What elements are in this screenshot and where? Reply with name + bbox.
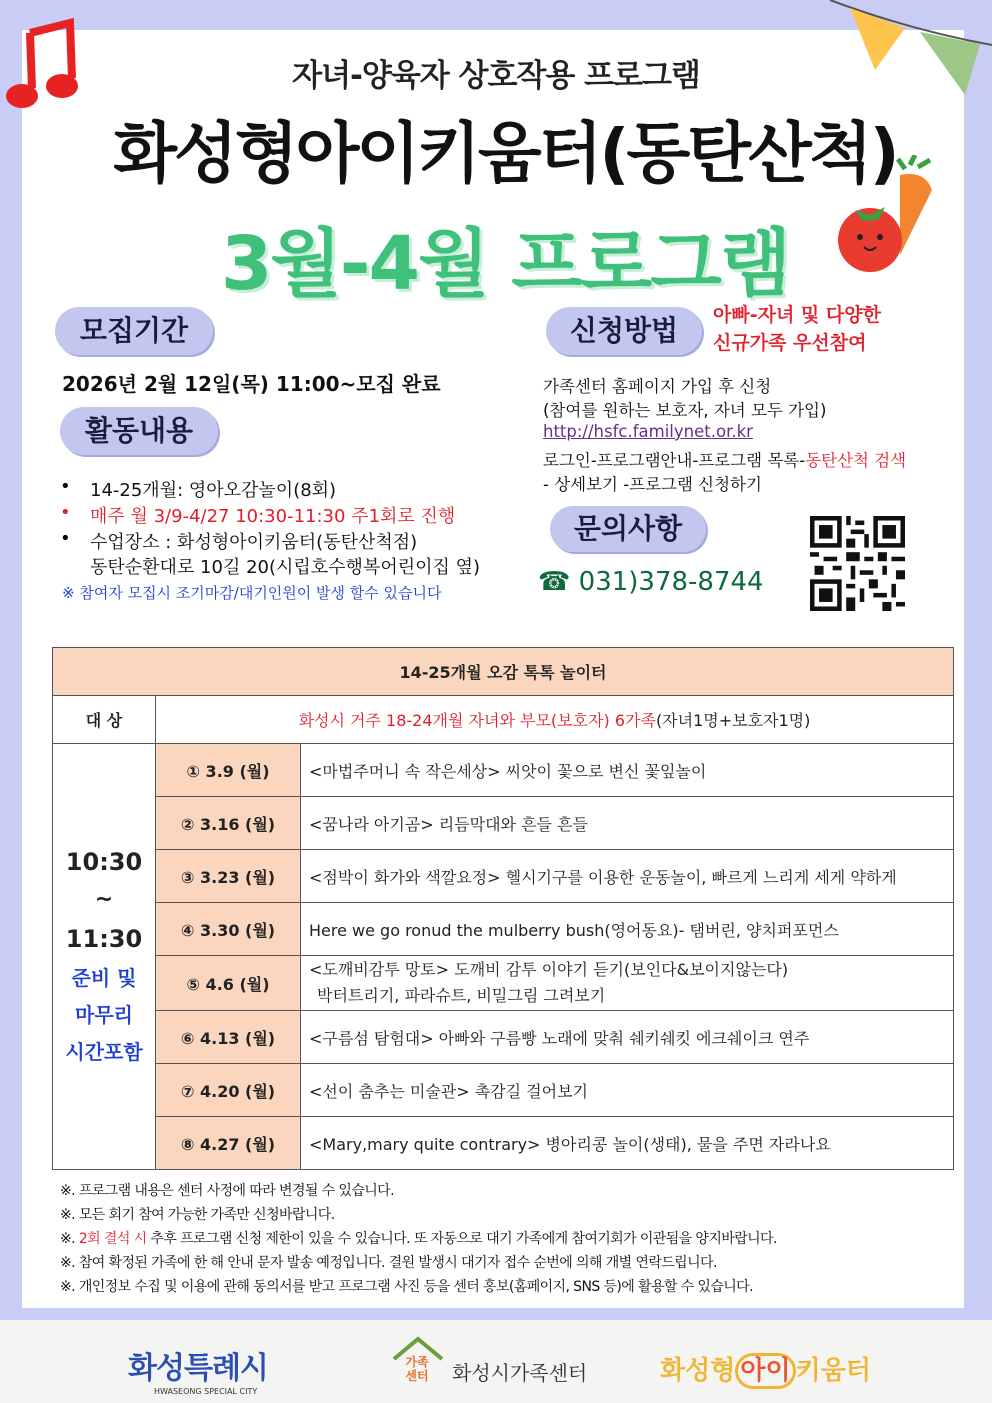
bullet-dot: •: [60, 476, 71, 497]
session-desc: <구름섬 탐험대> 아빠와 구름빵 노래에 맞춰 쉐키쉐킷 에크쉐이크 연주: [301, 1011, 954, 1064]
family-center-text: 화성시가족센터: [452, 1361, 588, 1385]
table-row: [53, 850, 954, 903]
priority-line2: 신규가족 우선참여: [713, 332, 867, 354]
table-row: [53, 956, 954, 1011]
kiumter-logo-b: 아이: [735, 1353, 795, 1389]
activity-notice: ※ 참여자 모집시 조기마감/대기인원이 발생 할수 있습니다: [62, 584, 442, 602]
apply-step1: 가족센터 홈페이지 가입 후 신청: [543, 377, 772, 396]
apply-step2: (참여를 원하는 보호자, 자녀 모두 가입): [543, 401, 827, 420]
note-4: ※. 참여 확정된 가족에 한 해 안내 문자 발송 예정입니다. 결원 발생시 대기자 접수 순번에 의해 개별 연락드립니다.: [60, 1255, 717, 1271]
note-3-prefix: ※.: [60, 1231, 79, 1247]
table-row: [53, 1117, 954, 1170]
session-desc: <Mary,mary quite contrary> 병아리콩 놀이(생태), 물을 주면 자라나요: [301, 1117, 954, 1170]
activity-item-location: 수업장소 : 화성형아이키움터(동탄산척점): [90, 532, 418, 553]
time-tilde: ~: [94, 887, 114, 912]
target-detail: (자녀1명+보호자1명): [655, 711, 811, 730]
bullet-dot: •: [60, 528, 71, 549]
session-desc-line2: 박터트리기, 파라슈트, 비밀그림 그려보기: [317, 986, 606, 1005]
table-row: [53, 744, 954, 797]
recruit-period: 2026년 2월 12일(목) 11:00~모집 완료: [62, 372, 441, 396]
session-desc: <꿈나라 아기곰> 리듬막대와 흔들 흔들: [301, 797, 954, 850]
session-date: ⑥ 4.13 (월): [156, 1011, 301, 1064]
session-desc: <선이 춤추는 미술관> 촉감길 걸어보기: [301, 1064, 954, 1117]
table-row: [53, 1064, 954, 1117]
apply-path-main: 로그인-프로그램안내-프로그램 목록-: [543, 451, 806, 470]
city-logo-sub: HWASEONG SPECIAL CITY: [154, 1387, 258, 1396]
activity-label: 활동내용: [60, 407, 218, 455]
time-cell: [53, 744, 156, 1170]
session-date: ④ 3.30 (월): [156, 903, 301, 956]
table-row: [53, 903, 954, 956]
session-date: ① 3.9 (월): [156, 744, 301, 797]
kiumter-logo-a: 화성형: [660, 1356, 736, 1386]
session-desc: Here we go ronud the mulberry bush(영어동요)- 탬버린, 양치퍼포먼스: [301, 903, 954, 956]
kiumter-logo-c: 키움터: [795, 1356, 871, 1386]
apply-path-detail: - 상세보기 -프로그램 신청하기: [543, 475, 762, 494]
time-note-1: 준비 및: [71, 966, 137, 990]
session-desc: <점박이 화가와 색깔요정> 헬시기구를 이용한 운동놀이, 빠르게 느리게 세게 약하게: [301, 850, 954, 903]
homepage-link[interactable]: http://hsfc.familynet.or.kr: [543, 422, 753, 441]
time-note-3: 시간포함: [65, 1040, 143, 1064]
note-3: [60, 1228, 777, 1248]
priority-line1: 아빠-자녀 및 다양한: [713, 304, 881, 326]
target-value: [156, 696, 954, 744]
hwaseong-city-logo: [128, 1343, 268, 1396]
target-label: 대 상: [53, 696, 156, 744]
session-desc: [301, 956, 954, 1011]
activity-item-schedule: 매주 월 3/9-4/27 10:30-11:30 주1회로 진행: [90, 506, 456, 527]
program-subtitle: 자녀-양육자 상호작용 프로그램: [292, 58, 700, 94]
time-end: 11:30: [65, 925, 143, 953]
session-date: ⑧ 4.27 (월): [156, 1117, 301, 1170]
note-5: ※. 개인정보 수집 및 이용에 관해 동의서를 받고 프로그램 사진 등을 센터 홍보(홈페이지, SNS 등)에 활용할 수 있습니다.: [60, 1279, 753, 1295]
activity-item-age: 14-25개월: 영아오감놀이(8회): [90, 480, 337, 501]
activity-item-address: 동탄순환대로 10길 20(시립호수행복어린이집 옆): [90, 557, 481, 578]
city-logo-text: 화성특례시: [128, 1351, 268, 1386]
session-date: ⑤ 4.6 (월): [156, 956, 301, 1011]
bullet-dot: •: [60, 502, 71, 523]
family-center-mark: 가족센터: [405, 1355, 429, 1383]
program-table: [52, 647, 954, 1170]
apply-path-search: 동탄산척 검색: [805, 451, 907, 470]
note-2: ※. 모든 회기 참여 가능한 가족만 신청바랍니다.: [60, 1207, 335, 1223]
apply-label: 신청방법: [546, 307, 702, 355]
qr-code-icon: [810, 516, 905, 611]
apply-path: [543, 447, 906, 471]
phone-icon: ☎: [538, 567, 579, 597]
session-desc-line1: <도깨비감투 망토> 도깨비 감투 이야기 듣기(보인다&보이지않는다): [309, 960, 789, 979]
note-3-body: 추후 프로그램 신청 제한이 있을 수 있습니다. 또 자동으로 대기 가족에게 참여기회가 이관됨을 양지바랍니다.: [146, 1231, 777, 1247]
note-1: ※. 프로그램 내용은 센터 사정에 따라 변경될 수 있습니다.: [60, 1183, 394, 1199]
center-title: 화성형아이키움터(동탄산척): [113, 115, 897, 192]
table-row: [53, 1011, 954, 1064]
session-date: ② 3.16 (월): [156, 797, 301, 850]
table-title: 14-25개월 오감 톡톡 놀이터: [53, 648, 954, 696]
contact-label: 문의사항: [550, 506, 706, 552]
session-date: ⑦ 4.20 (월): [156, 1064, 301, 1117]
family-center-logo: [392, 1335, 444, 1391]
phone-number: 031)378-8744: [578, 567, 764, 597]
session-desc: <마법주머니 속 작은세상> 씨앗이 꽃으로 변신 꽃잎놀이: [301, 744, 954, 797]
target-main: 화성시 거주 18-24개월 자녀와 부모(보호자) 6가족: [298, 711, 656, 730]
period-title: 3월-4월 프로그램: [220, 221, 790, 307]
kiumter-logo: [660, 1350, 871, 1387]
note-3-highlight: 2회 결석 시: [78, 1231, 147, 1247]
time-start: 10:30: [65, 848, 143, 876]
time-note-2: 마무리: [75, 1003, 133, 1027]
recruit-label: 모집기간: [55, 307, 213, 355]
contact-phone: [538, 567, 764, 597]
session-date: ③ 3.23 (월): [156, 850, 301, 903]
table-row: [53, 797, 954, 850]
